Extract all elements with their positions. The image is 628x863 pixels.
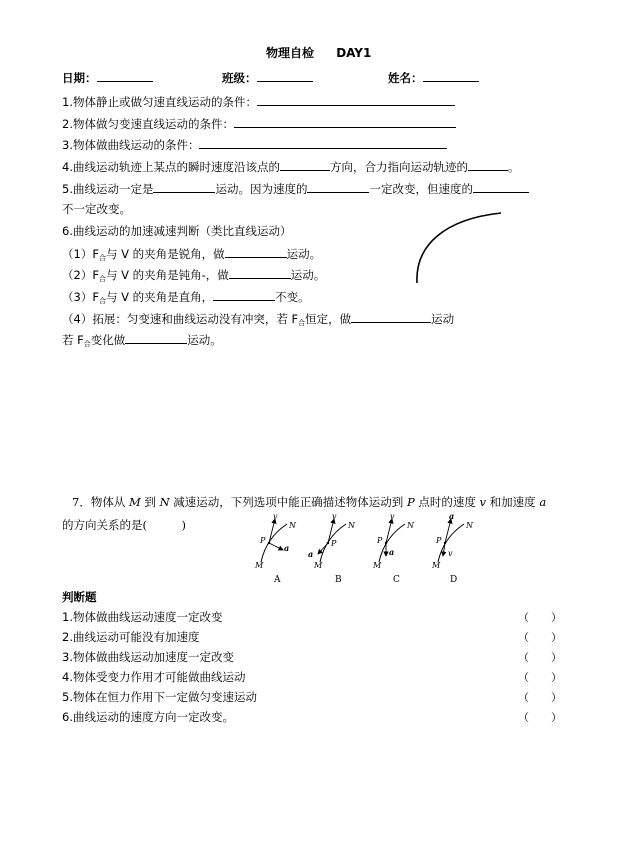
judgement-item-4: 4.物体受变力作用才可能做曲线运动 (62, 670, 246, 684)
date-blank[interactable] (97, 69, 153, 82)
title-day: DAY1 (336, 46, 372, 60)
judgement-answer-5[interactable]: （ ） (518, 691, 562, 704)
option-d-a: a (449, 511, 455, 521)
question-1 (62, 93, 455, 110)
judgement-item-1: 1.物体做曲线运动速度一定改变 (62, 610, 223, 624)
question-6-1 (62, 245, 321, 263)
question-3 (62, 136, 447, 153)
q7-v: v (479, 495, 487, 509)
question-7-line-2: 的方向关系的是( ) (62, 518, 186, 532)
question-6-3 (62, 288, 310, 306)
option-b-diagram[interactable] (308, 512, 356, 570)
q6-4-suffix: 运动 (431, 312, 455, 326)
q7-n: N (159, 495, 170, 509)
option-b-n: N (348, 521, 355, 530)
question-2 (62, 115, 456, 132)
q7-a: a (539, 495, 547, 509)
q6-5-prefix: 若 F (62, 333, 84, 347)
question-5-text-c: 一定改变，但速度的 (369, 182, 473, 196)
q7-text-1: 7．物体从 (72, 495, 129, 509)
option-b-m: M (314, 561, 323, 570)
class-label: 班级： (222, 71, 257, 85)
q6-1-blank[interactable] (225, 245, 287, 258)
q6-1-suffix: 运动。 (286, 247, 322, 261)
judgement-heading: 判断题 (62, 590, 97, 604)
q6-5-suffix: 运动。 (187, 333, 222, 347)
question-2-blank[interactable] (234, 115, 456, 128)
option-a-m: M (255, 561, 264, 570)
judgement-item-5: 5.物体在恒力作用下一定做匀变速运动 (62, 690, 257, 704)
date-field (62, 69, 153, 86)
q6-5-sub: 合 (83, 340, 91, 348)
q6-3-suffix: 不变。 (275, 290, 310, 304)
q6-1-prefix: （1）F (62, 247, 99, 261)
option-a-v: v (273, 512, 278, 521)
question-4-blank-2[interactable] (468, 158, 508, 171)
option-d-label: D (450, 575, 458, 585)
q6-2-prefix: （2）F (62, 268, 99, 282)
question-5-blank-1[interactable] (153, 180, 215, 193)
q6-3-blank[interactable] (213, 288, 275, 301)
option-d-n: N (466, 521, 473, 530)
question-5-blank-3[interactable] (473, 180, 529, 193)
question-5-text-a: 5.曲线运动一定是 (62, 182, 154, 196)
q6-1-sub: 合 (98, 254, 106, 262)
q6-3-text: 与 V 的夹角是直角， (105, 290, 214, 304)
question-6-4 (62, 310, 454, 328)
question-4 (62, 158, 519, 175)
option-c-label: C (393, 575, 400, 585)
question-3-blank[interactable] (199, 136, 447, 149)
question-4-text-a: 4.曲线运动轨迹上某点的瞬时速度沿该点的 (62, 160, 280, 174)
q7-m: M (128, 495, 141, 509)
judgement-answer-1[interactable]: （ ） (518, 611, 562, 624)
q6-4-prefix: （4）拓展：匀变速和曲线运动没有冲突，若 F (62, 312, 299, 326)
judgement-item-3: 3.物体做曲线运动加速度一定改变 (62, 650, 234, 664)
question-4-text-b: 方向，合力指向运动轨迹的 (329, 160, 468, 174)
q7-options-figure (245, 510, 490, 588)
option-c-diagram[interactable] (372, 512, 415, 570)
judgement-answer-3[interactable]: （ ） (518, 651, 562, 664)
title-text: 物理自检 (266, 46, 315, 60)
question-3-text: 3.物体做曲线运动的条件： (62, 138, 200, 152)
q6-4-text: 恒定，做 (305, 312, 352, 326)
question-5-continued: 不一定改变。 (62, 202, 131, 216)
name-label: 姓名： (388, 71, 423, 85)
q6-2-blank[interactable] (229, 266, 291, 279)
question-6-2 (62, 266, 325, 284)
option-d-p: P (436, 536, 442, 545)
question-5-text-b: 运动。因为速度的 (215, 182, 308, 196)
option-c-m: M (373, 561, 382, 570)
option-c-v: v (390, 512, 395, 521)
option-c-a: a (389, 547, 395, 557)
name-blank[interactable] (423, 69, 479, 82)
option-a-diagram[interactable] (254, 512, 297, 570)
class-blank[interactable] (257, 69, 313, 82)
judgement-answer-2[interactable]: （ ） (518, 631, 562, 644)
q6-2-suffix: 运动。 (290, 268, 326, 282)
q6-1-text: 与 V 的夹角是锐角，做 (105, 247, 225, 261)
q6-2-sub: 合 (98, 275, 106, 283)
question-5-blank-2[interactable] (307, 180, 369, 193)
judgement-answer-6[interactable]: （ ） (518, 711, 562, 724)
option-a-label: A (274, 575, 281, 585)
q6-4-sub: 合 (298, 319, 306, 327)
name-field (388, 69, 479, 86)
q7-text-4: 点时的速度 (414, 495, 480, 509)
q7-text-2: 到 (140, 495, 160, 509)
q6-3-prefix: （3）F (62, 290, 99, 304)
option-b-label: B (335, 575, 342, 585)
question-4-blank-1[interactable] (280, 158, 330, 171)
judgement-item-2: 2.曲线运动可能没有加速度 (62, 630, 200, 644)
question-7 (72, 494, 546, 510)
option-d-v: v (448, 549, 453, 558)
curve-path (417, 213, 501, 283)
judgement-item-6: 6.曲线运动的速度方向一定改变。 (62, 710, 234, 724)
question-5 (62, 180, 529, 197)
q7-text-5: 和加速度 (486, 495, 540, 509)
date-label: 日期： (62, 71, 97, 85)
q7-p: P (406, 495, 415, 509)
option-d-diagram[interactable] (431, 511, 474, 570)
option-d-m: M (432, 561, 441, 570)
question-1-blank[interactable] (257, 93, 455, 106)
page-title (266, 44, 371, 61)
question-1-text: 1.物体静止或做匀速直线运动的条件： (62, 95, 257, 109)
q6-2-text: 与 V 的夹角是钝角-，做 (105, 268, 229, 282)
question-6: 6.曲线运动的加速减速判断（类比直线运动） (62, 224, 292, 238)
q7-text-3: 减速运动，下列选项中能正确描述物体运动到 (169, 495, 407, 509)
option-c-n: N (407, 521, 414, 530)
q6-5-blank[interactable] (125, 331, 187, 344)
question-4-text-c: 。 (507, 160, 520, 174)
question-2-text: 2.物体做匀变速直线运动的条件： (62, 117, 234, 131)
judgement-answer-4[interactable]: （ ） (518, 671, 562, 684)
curve-figure (405, 205, 515, 290)
q6-3-sub: 合 (98, 297, 106, 305)
option-c-p: P (377, 536, 383, 545)
q6-5-text: 变化做 (90, 333, 126, 347)
question-6-5 (62, 331, 222, 349)
option-a-a: a (284, 543, 290, 553)
option-b-p: P (331, 539, 337, 548)
option-b-a: a (308, 549, 314, 559)
q6-4-blank[interactable] (351, 310, 431, 323)
class-field (222, 69, 313, 86)
option-b-v: v (332, 512, 337, 521)
option-a-p: P (260, 536, 266, 545)
option-a-n: N (289, 521, 296, 530)
